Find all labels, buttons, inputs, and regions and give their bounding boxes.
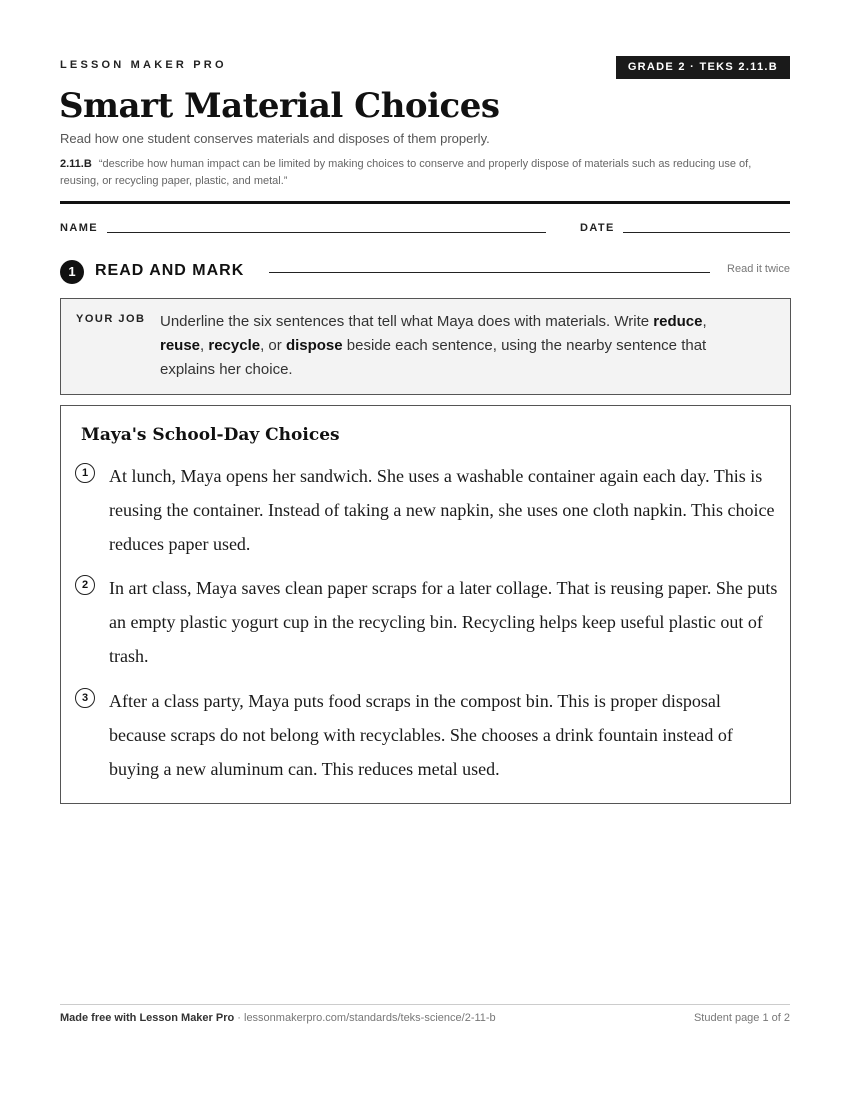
standard-text: “describe how human impact can be limited by making choices to conserve and properly dispose of materials such as reducing use of, reusing, or recycling paper, plastic, and metal.” [60, 158, 752, 187]
footer-page-number: Student page 1 of 2 [693, 1012, 790, 1024]
paragraph-text[interactable]: In art class, Maya saves clean paper scraps for a later collage. That is reusing paper. She puts an empty plastic yogurt cup in the recycling bin. Recycling helps keep useful plastic out of trash. [109, 578, 778, 666]
section-title: READ AND MARK [95, 262, 245, 279]
paragraph-text[interactable]: At lunch, Maya opens her sandwich. She uses a washable container again each day. This is reusing the container. Instead of taking a new napkin, she uses one cloth napkin. This choice reduces paper used. [109, 466, 775, 554]
footer-url[interactable]: · lessonmakerpro.com/standards/teks-science/2-11-b [234, 1012, 496, 1024]
section-rule [269, 272, 710, 273]
keyword-reduce: reduce [653, 313, 703, 330]
worksheet-header [60, 56, 790, 80]
paragraph-number: 2 [75, 575, 95, 595]
date-label: DATE [580, 222, 615, 234]
header-divider [60, 201, 790, 204]
page-title: Smart Material Choices [59, 86, 500, 126]
keyword-recycle: recycle [208, 337, 261, 354]
paragraph-number: 1 [75, 463, 95, 483]
grade-badge: GRADE 2 · TEKS 2.11.B [616, 56, 790, 79]
date-field[interactable] [623, 232, 790, 233]
paragraph-text[interactable]: After a class party, Maya puts food scraps in the compost bin. This is proper disposal because scraps do not belong with recyclables. She chooses a drink fountain instead of buying a new aluminum can. This reduces metal used. [109, 691, 733, 779]
footer-credit [60, 1012, 496, 1024]
job-instructions: Underline the six sentences that tell what Maya does with materials. Write reduce, reuse, recycle, or dispose beside each sentence, using the nearby sentence that explains her choice. [160, 313, 707, 378]
section-note: Read it twice [727, 263, 790, 275]
name-date-row [60, 222, 790, 236]
job-label: YOUR JOB [76, 313, 146, 325]
section-header [60, 260, 790, 284]
footer-divider [60, 1004, 790, 1005]
page-subtitle: Read how one student conserves materials and disposes of them properly. [60, 131, 490, 146]
keyword-reuse: reuse [160, 337, 201, 354]
footer-made-by: Made free with Lesson Maker Pro [60, 1012, 235, 1024]
story-box [60, 405, 791, 804]
name-field[interactable] [107, 232, 546, 233]
standard-description [60, 156, 792, 190]
name-label: NAME [60, 222, 98, 234]
keyword-dispose: dispose [285, 337, 343, 354]
story-title: Maya's School-Day Choices [81, 425, 340, 445]
standard-code: 2.11.B [60, 158, 92, 170]
your-job-box [60, 298, 791, 395]
paragraph-number: 3 [75, 688, 95, 708]
section-number: 1 [60, 260, 84, 284]
brand-name: LESSON MAKER PRO [60, 59, 227, 71]
